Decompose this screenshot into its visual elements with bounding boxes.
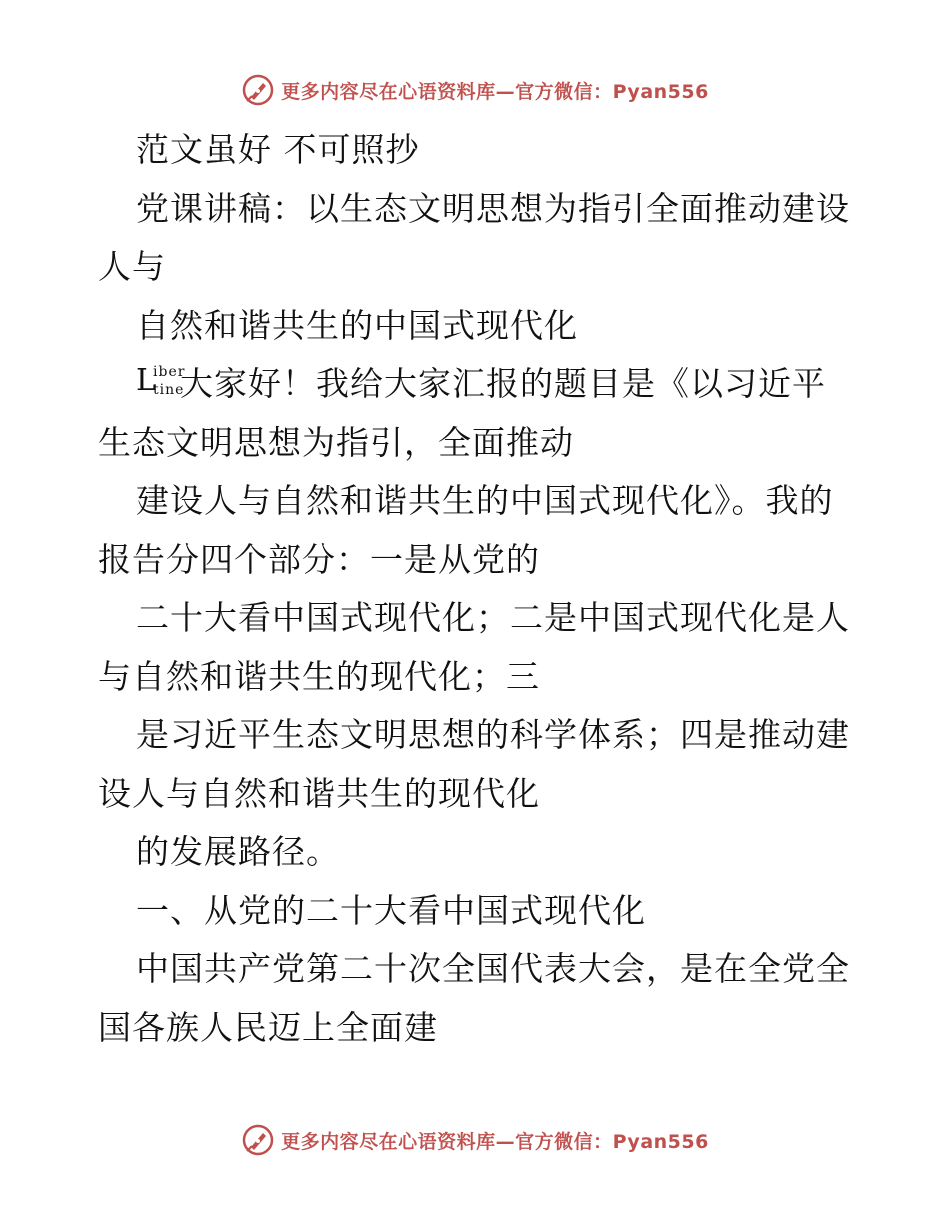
text-line-13: 的发展路径。 xyxy=(136,832,340,871)
text-line-8: 报告分四个部分：一是从党的 xyxy=(98,539,540,579)
text-line-3: 人与 xyxy=(98,247,166,286)
header-watermark xyxy=(0,70,950,110)
document-body xyxy=(98,121,858,1057)
text-line-12: 设人与自然和谐共生的现代化 xyxy=(98,773,540,813)
text-line-5 xyxy=(98,355,858,414)
text-line-10: 与自然和谐共生的现代化；三 xyxy=(98,656,540,696)
watermark-text: 更多内容尽在心语资料库—官方微信：Pyan556 xyxy=(281,1130,709,1153)
text-line-9: 二十大看中国式现代化；二是中国式现代化是人 xyxy=(136,598,850,637)
section-heading: 一、从党的二十大看中国式现代化 xyxy=(136,890,646,930)
pen-nib-logo-icon xyxy=(241,73,275,107)
text-line-7: 建设人与自然和谐共生的中国式现代化》。我的 xyxy=(136,481,834,520)
text-line-15: 中国共产党第二十次全国代表大会，是在全党全 xyxy=(136,949,850,988)
libertine-mark: L iber tine xyxy=(136,363,186,398)
text-line-2: 党课讲稿：以生态文明思想为指引全面推动建设 xyxy=(136,188,850,228)
pen-nib-logo-icon xyxy=(241,1123,275,1157)
text-line-16: 国各族人民迈上全面建 xyxy=(98,1007,438,1047)
text-line-6: 生态文明思想为指引，全面推动 xyxy=(98,422,574,462)
text-line-4: 自然和谐共生的中国式现代化 xyxy=(136,305,578,345)
text-line-5-body: 大家好！我给大家汇报的题目是《以习近平 xyxy=(180,364,826,403)
text-line-1: 范文虽好 不可照抄 xyxy=(136,130,420,169)
footer-watermark xyxy=(0,1120,950,1160)
watermark-text: 更多内容尽在心语资料库—官方微信：Pyan556 xyxy=(281,80,709,103)
text-line-11: 是习近平生态文明思想的科学体系；四是推动建 xyxy=(136,715,850,754)
